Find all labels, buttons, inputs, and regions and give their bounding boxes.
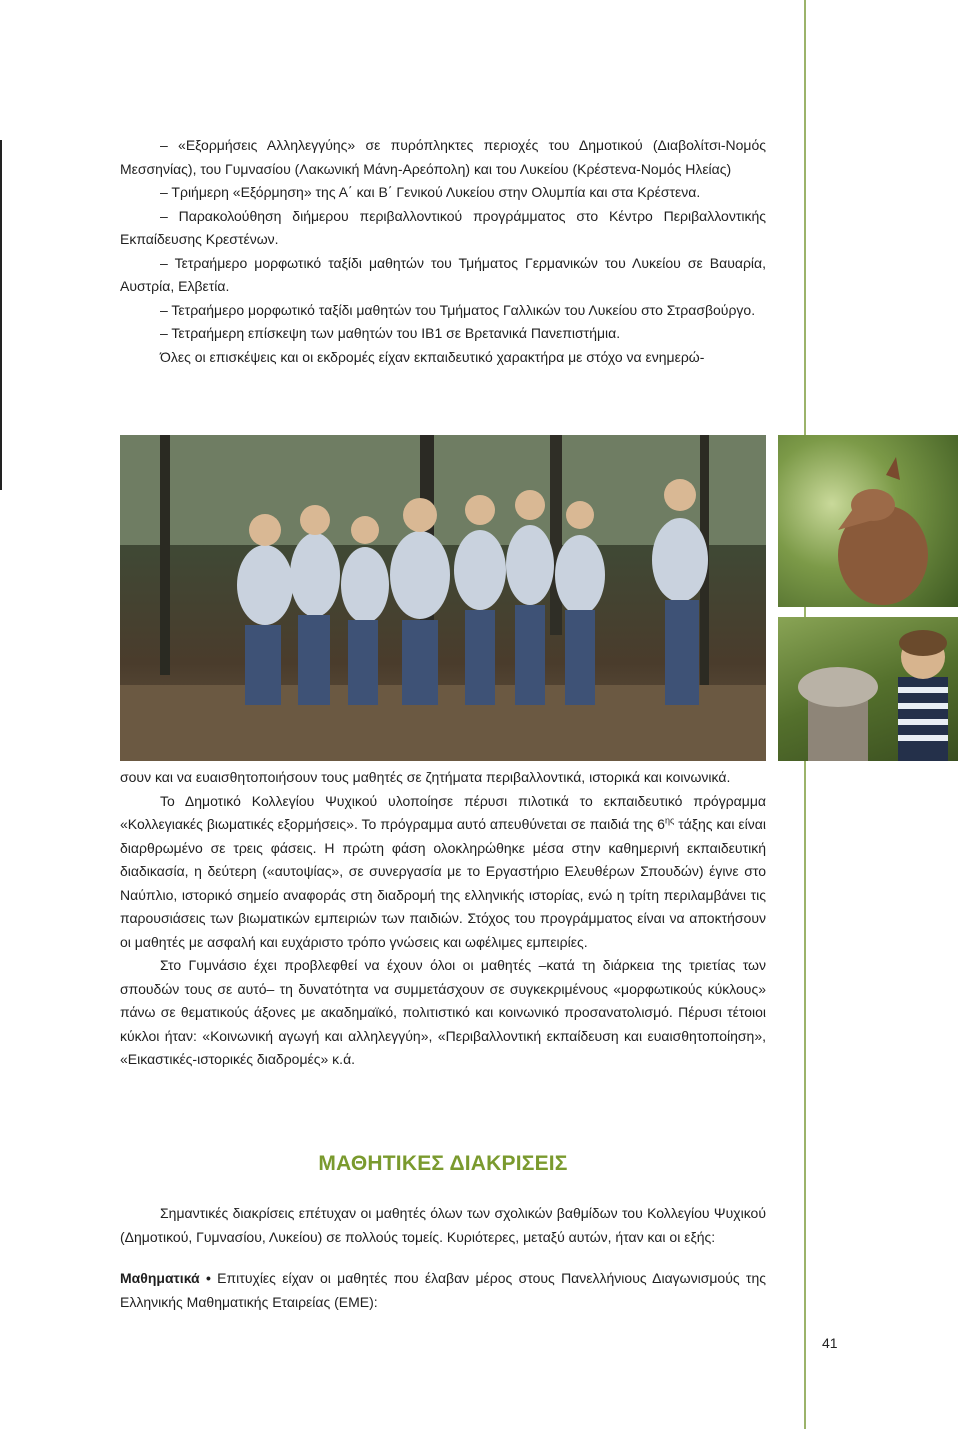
mathematics-paragraph — [120, 1267, 766, 1314]
continuation-paragraph: σουν και να ευαισθητοποιήσουν τους μαθητές σε ζητήματα περιβαλλοντικά, ιστορικά και κοινωνικά. — [120, 769, 731, 785]
list-item: – Τριήμερη «Εξόρμηση» της Α΄ και Β΄ Γενικού Λυκείου στην Ολυμπία και στα Κρέστενα. — [160, 184, 701, 200]
section-heading: ΜΑΘΗΤΙΚΕΣ ΔΙΑΚΡΙΣΕΙΣ — [318, 1152, 568, 1175]
list-item: – «Εξορμήσεις Αλληλεγγύης» σε πυρόπληκτες περιοχές του Δημοτικού (Διαβολίτσι-Νομός Μεσσηνίας), του Γυμνασίου (Λακωνική Μάνη-Αρεόπολη) και του Λυκείου (Κρέστενα-Νομός Ηλείας) — [120, 137, 766, 177]
child-photo — [778, 617, 958, 761]
deer-photo — [778, 435, 958, 607]
left-margin-rule — [0, 140, 2, 490]
excursion-list — [120, 134, 766, 369]
page-number: 41 — [822, 1335, 838, 1351]
distinctions-text — [120, 1202, 766, 1314]
primary-program-text-b: τάξης και είναι διαρθρωμένο σε τρεις φάσεις. Η πρώτη φάση ολοκληρώθηκε μέσα στην καθημερινή εκπαιδευτική διαδικασία, η δεύτερη («αυτοψίας», σε συνεργασία με το Εργαστήριο Ελευθέρων Σπουδών) έγινε στο Ναύπλιο, ιστορικό σημείο αναφοράς στη διαδρομή της ελληνικής ιστορίας, ενώ η τρίτη περιλαμβάνει τις παρουσιάσεις των βιωματικών εμπειριών των παιδιών. Στόχος του προγράμματος είναι να αποκτήσουν οι μαθητές με ασφαλή και ευχάριστο τρόπο γνώσεις και ωφέλιμες εμπειρίες. — [120, 816, 766, 950]
primary-program-paragraph — [120, 790, 766, 955]
ordinal-suffix: ης — [664, 815, 675, 826]
list-item: – Τετραήμερο μορφωτικό ταξίδι μαθητών του Τμήματος Γερμανικών του Λυκείου σε Βαυαρία, Αυστρία, Ελβετία. — [120, 254, 766, 294]
list-item: – Τετραήμερη επίσκεψη των μαθητών του ΙΒ1 σε Βρετανικά Πανεπιστήμια. — [160, 325, 621, 341]
gymnasium-paragraph: Στο Γυμνάσιο έχει προβλεφθεί να έχουν όλοι οι μαθητές –κατά τη διάρκεια της τριετίας των σπουδών τους σε αυτό– τη δυνατότητα να συμμετάσχουν σε συγκεκριμένους «μορφωτικούς κύκλους» πάνω σε θεματικούς άξονες με ακαδημαϊκό, πολιτιστικό και κοινωνικό προσανατολισμό. Πέρυσι τέτοιοι κύκλοι ήταν: «Κοινωνική αγωγή και αλληλεγγύη», «Περιβαλλοντική εκπαίδευση και ευαισθητοποίηση», «Εικαστικές-ιστορικές διαδρομές» κ.ά. — [120, 957, 766, 1067]
distinctions-intro: Σημαντικές διακρίσεις επέτυχαν οι μαθητές όλων των σχολικών βαθμίδων του Κολλεγίου Ψυχικού (Δημοτικού, Γυμνασίου, Λυκείου) σε πολλούς τομείς. Κυριότερες, μεταξύ αυτών, ήταν και οι εξής: — [120, 1205, 766, 1245]
child-illustration — [778, 617, 958, 761]
list-item: – Τετραήμερο μορφωτικό ταξίδι μαθητών του Τμήματος Γαλλικών του Λυκείου στο Στρασβούργο. — [160, 301, 756, 318]
summary-line: Όλες οι επισκέψεις και οι εκδρομές είχαν εκπαιδευτικό χαρακτήρα με στόχο να ενημερώ- — [160, 348, 705, 365]
mathematics-text: Επιτυχίες είχαν οι μαθητές που έλαβαν μέρος στους Πανελλήνιους Διαγωνισμούς της Ελληνικής Μαθηματικής Εταιρείας (ΕΜΕ): — [120, 1270, 766, 1310]
deer-illustration — [778, 435, 958, 607]
bullet: • — [205, 1270, 211, 1286]
mathematics-label: Μαθηματικά — [120, 1270, 200, 1286]
students-forest-illustration — [120, 435, 766, 761]
list-item: – Παρακολούθηση διήμερου περιβαλλοντικού προγράμματος στο Κέντρο Περιβαλλοντικής Εκπαίδευσης Κρεστένων. — [120, 207, 766, 247]
primary-program-text-a: Το Δημοτικό Κολλεγίου Ψυχικού υλοποίησε πέρυσι πιλοτικά το εκπαιδευτικό πρόγραμμα «Κολλεγιακές βιωματικές εξορμήσεις». Το πρόγραμμα αυτό απευθύνεται σε παιδιά της 6 — [120, 792, 766, 832]
programs-text — [120, 766, 766, 1072]
students-forest-photo — [120, 435, 766, 761]
